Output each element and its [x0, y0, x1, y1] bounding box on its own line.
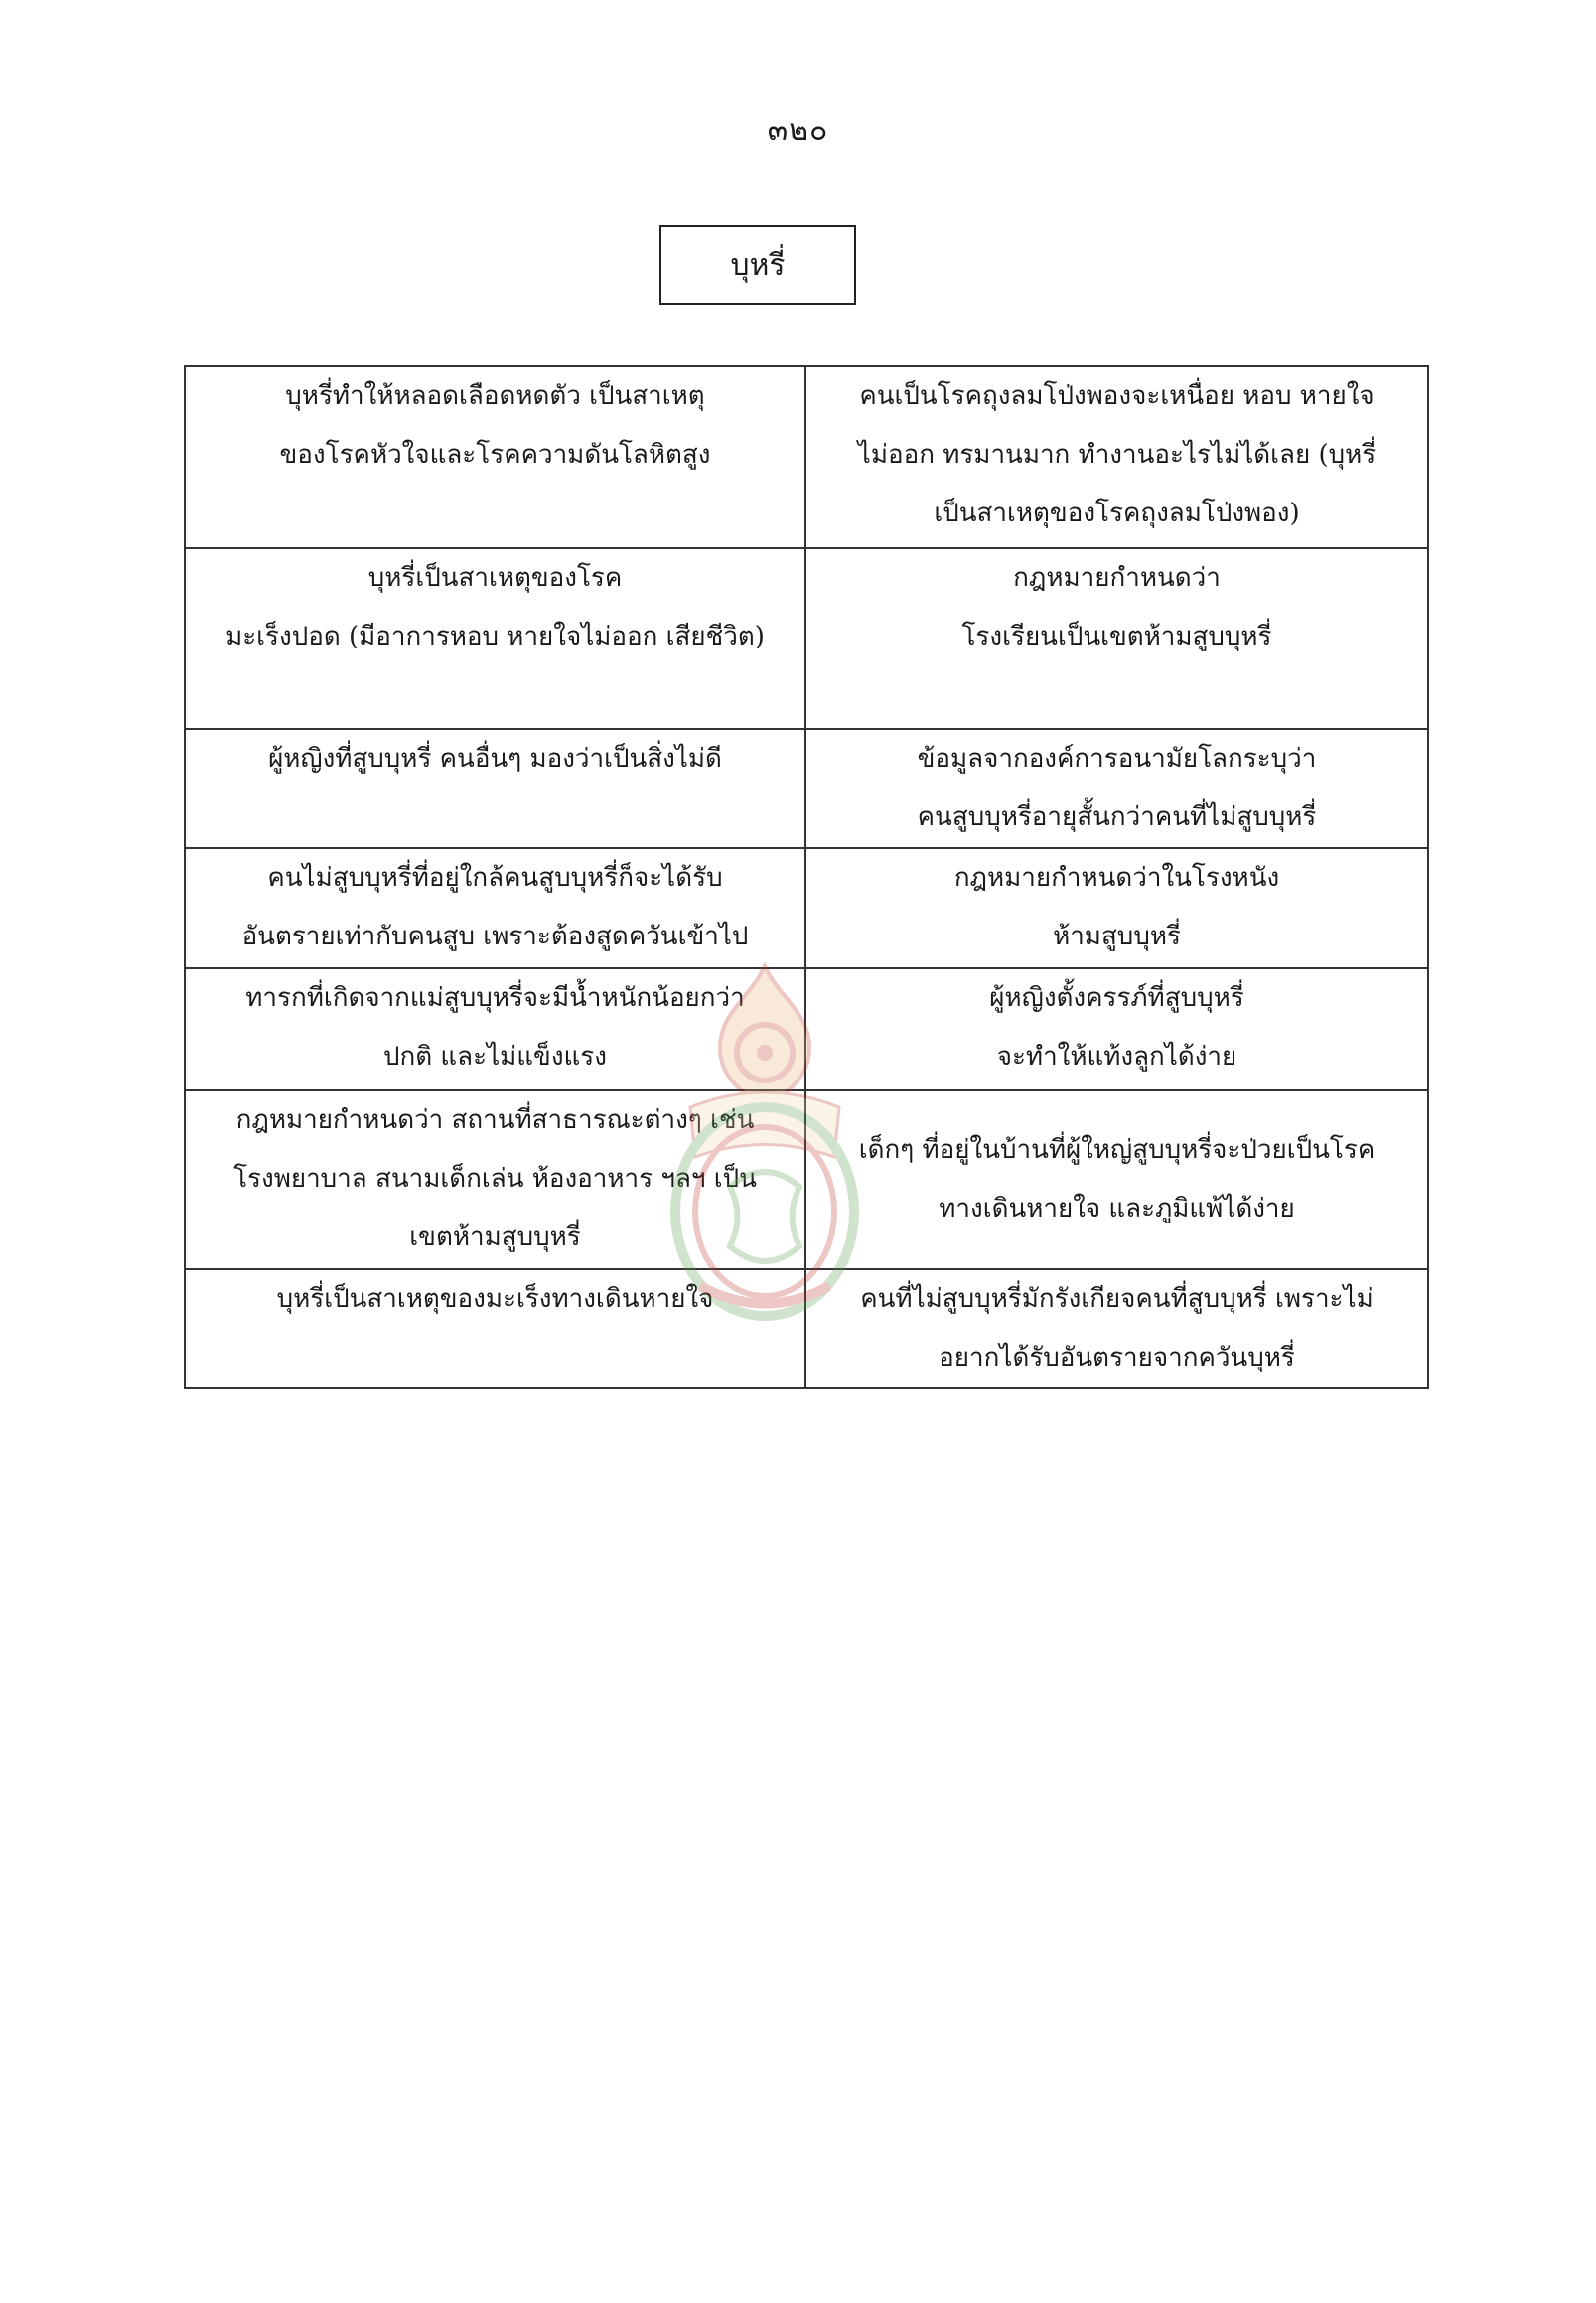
table-cell-left: บุหรี่ทำให้หลอดเลือดหดตัว เป็นสาเหตุ ของโรคหัวใจและโรคความดันโลหิตสูง [185, 366, 805, 548]
table-cell-left: คนไม่สูบบุหรี่ที่อยู่ใกล้คนสูบบุหรี่ก็จะได้รับ อันตรายเท่ากับคนสูบ เพราะต้องสูดควันเข้าไป [185, 848, 805, 968]
statement-table [184, 365, 1427, 1389]
page-number: ๓๒๐ [767, 113, 829, 148]
table-cell-right: คนที่ไม่สูบบุหรี่มักรังเกียจคนที่สูบบุหรี่ เพราะไม่ อยากได้รับอันตรายจากควันบุหรี่ [805, 1269, 1428, 1388]
table-cell-left: ทารกที่เกิดจากแม่สูบบุหรี่จะมีน้ำหนักน้อยกว่า ปกติ และไม่แข็งแรง [185, 968, 805, 1090]
table-cell-left: บุหรี่เป็นสาเหตุของโรค มะเร็งปอด (มีอาการหอบ หายใจไม่ออก เสียชีวิต) [185, 548, 805, 729]
table-cell-right: ผู้หญิงตั้งครรภ์ที่สูบบุหรี่ จะทำให้แท้งลูกได้ง่าย [805, 968, 1428, 1090]
table-row [185, 848, 1428, 968]
table-row [185, 729, 1428, 848]
table-cell-right: เด็กๆ ที่อยู่ในบ้านที่ผู้ใหญ่สูบบุหรี่จะป่วยเป็นโรค ทางเดินหายใจ และภูมิแพ้ได้ง่าย [805, 1090, 1428, 1269]
table-row [185, 1269, 1428, 1388]
table-row [185, 366, 1428, 548]
table-cell-right: กฎหมายกำหนดว่า โรงเรียนเป็นเขตห้ามสูบบุหรี่ [805, 548, 1428, 729]
table-row [185, 968, 1428, 1090]
table-cell-right: คนเป็นโรคถุงลมโป่งพองจะเหนื่อย หอบ หายใจ ไม่ออก ทรมานมาก ทำงานอะไรไม่ได้เลย (บุหรี่ เป็นสาเหตุของโรคถุงลมโป่งพอง) [805, 366, 1428, 548]
page-title: บุหรี่ [730, 247, 786, 283]
table-cell-right: กฎหมายกำหนดว่าในโรงหนัง ห้ามสูบบุหรี่ [805, 848, 1428, 968]
table-cell-left: ผู้หญิงที่สูบบุหรี่ คนอื่นๆ มองว่าเป็นสิ่งไม่ดี [185, 729, 805, 848]
table-cell-left: บุหรี่เป็นสาเหตุของมะเร็งทางเดินหายใจ [185, 1269, 805, 1388]
table-cell-left: กฎหมายกำหนดว่า สถานที่สาธารณะต่างๆ เช่น โรงพยาบาล สนามเด็กเล่น ห้องอาหาร ฯลฯ เป็น เขตห้ามสูบบุหรี่ [185, 1090, 805, 1269]
table-row [185, 1090, 1428, 1269]
table-row [185, 548, 1428, 729]
title-box [659, 225, 856, 305]
table-cell-right: ข้อมูลจากองค์การอนามัยโลกระบุว่า คนสูบบุหรี่อายุสั้นกว่าคนที่ไม่สูบบุหรี่ [805, 729, 1428, 848]
